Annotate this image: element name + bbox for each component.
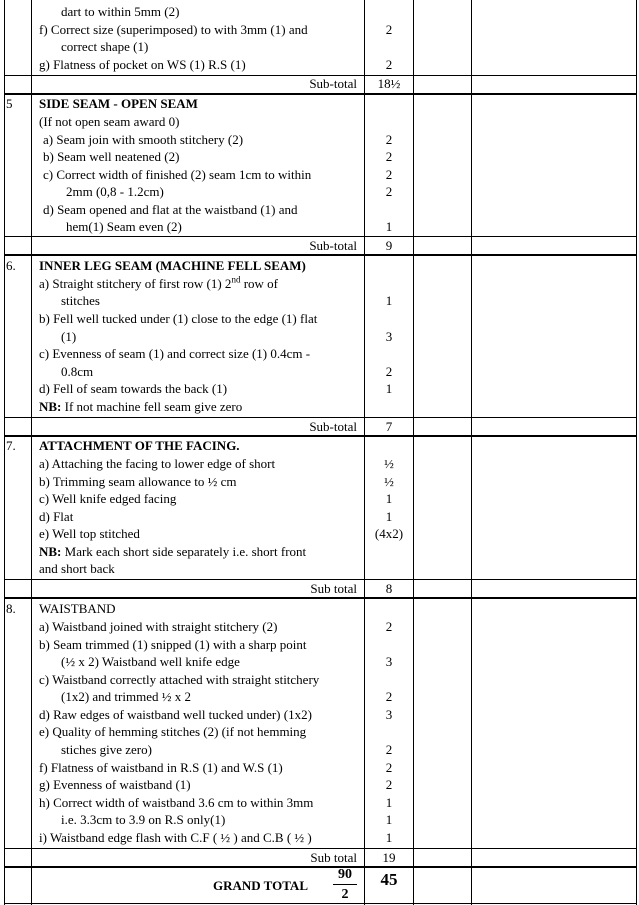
mark-value: 1 (385, 293, 393, 308)
nb-note: NB: If not machine fell seam give zero (39, 399, 243, 414)
mark-value: 1 (385, 812, 393, 827)
criterion-line: stiches give zero) (61, 742, 152, 757)
subtotal-label: Sub-total (309, 76, 357, 91)
criterion-line: 0.8cm (61, 364, 94, 379)
mark-value: ½ (384, 456, 394, 471)
column-divider-score (471, 0, 472, 905)
mark-value: 2 (385, 167, 393, 182)
mark-value: 1 (385, 830, 393, 845)
criterion-line: g) Evenness of waistband (1) (39, 777, 191, 792)
criterion-line: c) Well knife edged facing (39, 491, 177, 506)
mark-value: 2 (385, 760, 393, 775)
row-divider (4, 848, 636, 849)
criterion-line: b) Trimming seam allowance to ½ cm (39, 474, 237, 489)
grand-total-value: 45 (380, 870, 398, 889)
mark-value: 3 (385, 707, 393, 722)
criterion-line: i.e. 3.3cm to 3.9 on R.S only(1) (61, 812, 226, 827)
mark-value: 2 (385, 149, 393, 164)
mark-value: 1 (385, 795, 393, 810)
criterion-line: stitches (61, 293, 100, 308)
subtotal-label: Sub total (310, 581, 357, 596)
criterion-line: 2mm (0,8 - 1.2cm) (66, 184, 164, 199)
criterion-line: c) Evenness of seam (1) and correct size (1) 0.4cm - (39, 346, 311, 361)
criterion-line: h) Correct width of waistband 3.6 cm to within 3mm (39, 795, 314, 810)
section-heading: WAISTBAND (39, 601, 116, 616)
criterion-line: g) Flatness of pocket on WS (1) R.S (1) (39, 57, 246, 72)
fraction-bar (333, 884, 357, 885)
subtotal-label: Sub-total (309, 419, 357, 434)
row-divider (4, 597, 636, 599)
criterion-line: hem(1) Seam even (2) (66, 219, 182, 234)
section-note: (If not open seam award 0) (39, 114, 180, 129)
mark-value: ½ (384, 474, 394, 489)
criterion-line: correct shape (1) (61, 39, 149, 54)
mark-value: 1 (385, 491, 393, 506)
criterion-line: d) Seam opened and flat at the waistband (1) and (43, 202, 298, 217)
criterion-line: b) Seam well neatened (2) (43, 149, 180, 164)
mark-value: 1 (385, 219, 393, 234)
mark-value: 2 (385, 742, 393, 757)
grand-total-denominator: 2 (341, 887, 349, 902)
mark-value: 2 (385, 22, 393, 37)
mark-value: 2 (385, 132, 393, 147)
criterion-line: (½ x 2) Waistband well knife edge (61, 654, 240, 669)
mark-value: 2 (385, 777, 393, 792)
row-divider (4, 435, 636, 437)
criterion-line: e) Quality of hemming stitches (2) (if not hemming (39, 724, 307, 739)
mark-value: 2 (385, 364, 393, 379)
criterion-line: b) Seam trimmed (1) snipped (1) with a sharp point (39, 637, 307, 652)
subtotal-value: 18½ (377, 76, 401, 91)
criterion-line: b) Fell well tucked under (1) close to the edge (1) flat (39, 311, 318, 326)
criterion-line: a) Waistband joined with straight stitchery (2) (39, 619, 278, 634)
mark-value: 2 (385, 184, 393, 199)
criterion-line: d) Raw edges of waistband well tucked under) (1x2) (39, 707, 312, 722)
criterion-line: d) Flat (39, 509, 74, 524)
mark-value: (4x2) (374, 526, 404, 541)
criterion-line: c) Waistband correctly attached with straight stitchery (39, 672, 320, 687)
subtotal-value: 7 (385, 419, 393, 434)
row-divider (4, 254, 636, 256)
section-heading: ATTACHMENT OF THE FACING. (39, 438, 240, 453)
column-divider-number (31, 0, 32, 905)
section-number: 8. (6, 601, 16, 616)
mark-value: 2 (385, 619, 393, 634)
subtotal-value: 19 (382, 850, 396, 865)
grand-total-numerator: 90 (338, 867, 352, 882)
row-divider (4, 236, 636, 237)
subtotal-label: Sub total (310, 850, 357, 865)
mark-value: 3 (385, 329, 393, 344)
criterion-line: f) Flatness of waistband in R.S (1) and W.S (1) (39, 760, 283, 775)
mark-value: 1 (385, 381, 393, 396)
section-number: 6. (6, 258, 16, 273)
mark-value: 3 (385, 654, 393, 669)
criterion-line: e) Well top stitched (39, 526, 140, 541)
criterion-line: c) Correct width of finished (2) seam 1cm to within (43, 167, 312, 182)
criterion-line: dart to within 5mm (2) (61, 4, 180, 19)
subtotal-label: Sub-total (309, 238, 357, 253)
criterion-line: (1) (61, 329, 77, 344)
section-number: 5 (6, 96, 13, 111)
row-divider (4, 866, 636, 868)
mark-value: 2 (385, 57, 393, 72)
row-divider (4, 579, 636, 580)
criterion-line: a) Attaching the facing to lower edge of short (39, 456, 276, 471)
table-border-left (4, 0, 5, 905)
criterion-line: f) Correct size (superimposed) to with 3mm (1) and (39, 22, 308, 37)
table-border-bottom (4, 903, 636, 904)
nb-note: NB: Mark each short side separately i.e. short front (39, 544, 307, 559)
subtotal-value: 9 (385, 238, 393, 253)
section-heading: INNER LEG SEAM (MACHINE FELL SEAM) (39, 258, 306, 273)
section-heading: SIDE SEAM - OPEN SEAM (39, 96, 198, 111)
mark-value: 1 (385, 509, 393, 524)
criterion-line: a) Seam join with smooth stitchery (2) (43, 132, 244, 147)
criterion-line: i) Waistband edge flash with C.F ( ½ ) and C.B ( ½ ) (39, 830, 312, 845)
criterion-line: a) Straight stitchery of first row (1) 2nd row of (39, 274, 278, 291)
criterion-line: d) Fell of seam towards the back (1) (39, 381, 228, 396)
table-border-right (636, 0, 637, 905)
row-divider (4, 417, 636, 418)
nb-note-continued: and short back (39, 561, 115, 576)
grand-total-label: GRAND TOTAL (213, 878, 308, 893)
row-divider (4, 93, 636, 95)
section-number: 7. (6, 438, 16, 453)
subtotal-value: 8 (385, 581, 393, 596)
criterion-line: (1x2) and trimmed ½ x 2 (61, 689, 191, 704)
mark-value: 2 (385, 689, 393, 704)
